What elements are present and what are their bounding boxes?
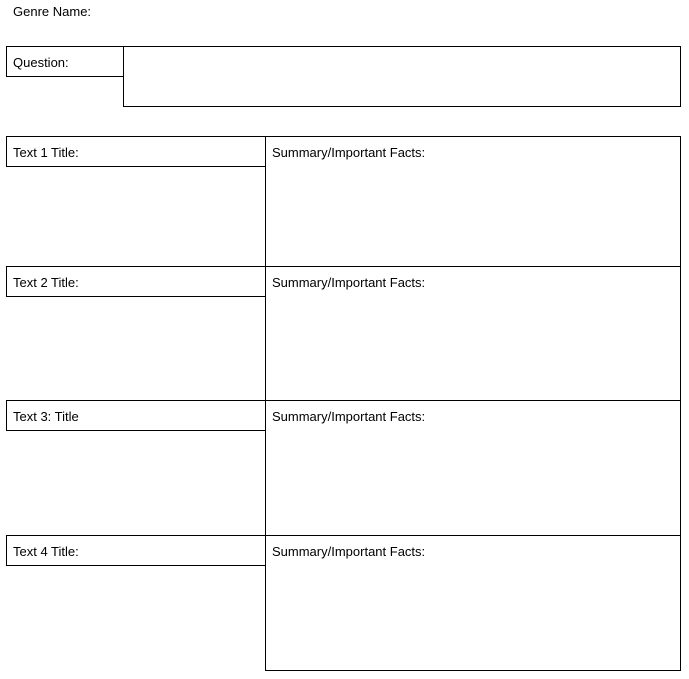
text-1-title-box[interactable] <box>6 136 266 167</box>
text-4-title-label: Text 4 Title: <box>13 544 79 559</box>
text-4-summary-box[interactable] <box>265 535 681 671</box>
question-label: Question: <box>13 55 69 70</box>
text-3-summary-box[interactable] <box>265 400 681 536</box>
text-1-summary-label: Summary/Important Facts: <box>272 145 426 160</box>
text-4-title-box[interactable] <box>6 535 266 566</box>
text-3-title-box[interactable] <box>6 400 266 431</box>
question-label-box <box>6 46 124 77</box>
text-2-title-box[interactable] <box>6 266 266 297</box>
text-4-summary-label: Summary/Important Facts: <box>272 544 426 559</box>
text-3-title-label: Text 3: Title <box>13 409 79 424</box>
text-1-summary-box[interactable] <box>265 136 681 267</box>
text-1-title-label: Text 1 Title: <box>13 145 79 160</box>
text-2-summary-box[interactable] <box>265 266 681 401</box>
genre-name-label: Genre Name: <box>13 4 92 19</box>
text-2-summary-label: Summary/Important Facts: <box>272 275 426 290</box>
text-3-summary-label: Summary/Important Facts: <box>272 409 426 424</box>
question-answer-box[interactable] <box>123 46 681 107</box>
text-2-title-label: Text 2 Title: <box>13 275 79 290</box>
